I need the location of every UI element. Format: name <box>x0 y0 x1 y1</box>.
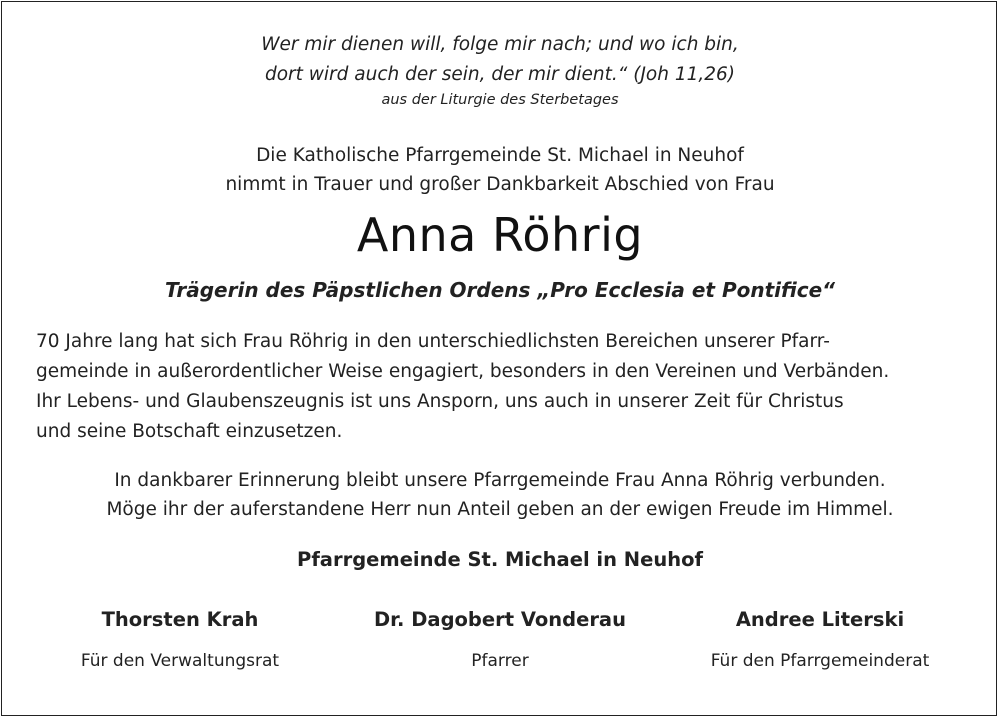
honor-title: Trägerin des Päpstlichen Ordens „Pro Ecclesia et Pontifice“ <box>164 278 836 302</box>
quote-line-2: dort wird auch der sein, der mir dient.“ (Joh 11,26) <box>264 64 736 85</box>
signatory-name: Dr. Dagobert Vonderau <box>374 608 626 631</box>
tribute-line-2: gemeinde in außerordentlicher Weise engagiert, besonders in den Vereinen und Verbänden. <box>36 361 890 382</box>
remembrance-line-1: In dankbarer Erinnerung bleibt unsere Pfarrgemeinde Frau Anna Röhrig verbunden. <box>114 470 886 491</box>
tribute-line-3: Ihr Lebens- und Glaubenszeugnis ist uns Ansporn, uns auch in unserer Zeit für Christus <box>36 391 844 412</box>
remembrance-text <box>0 466 1000 524</box>
quote-line-1: Wer mir dienen will, folge mir nach; und wo ich bin, <box>261 34 739 55</box>
intro-text <box>0 141 1000 199</box>
intro-line-1: Die Katholische Pfarrgemeinde St. Michael in Neuhof <box>256 145 744 166</box>
parish-signature: Pfarrgemeinde St. Michael in Neuhof <box>297 548 703 571</box>
tribute-line-1: 70 Jahre lang hat sich Frau Röhrig in den unterschiedlichsten Bereichen unserer Pfarr- <box>36 331 830 352</box>
signatory <box>660 608 980 671</box>
intro-line-2: nimmt in Trauer und großer Dankbarkeit Abschied von Frau <box>225 174 775 195</box>
signatory-role: Für den Verwaltungsrat <box>80 651 280 671</box>
signatory-name: Andree Literski <box>735 608 905 631</box>
signatory-role: Für den Pfarrgemeinderat <box>710 651 930 671</box>
signatory <box>20 608 340 671</box>
tribute-line-4: und seine Botschaft einzusetzen. <box>36 421 343 442</box>
tribute-paragraph <box>36 327 964 447</box>
quote-source: aus der Liturgie des Sterbetages <box>381 92 619 108</box>
signatory-name: Thorsten Krah <box>101 608 259 631</box>
signatory <box>340 608 660 671</box>
deceased-name: Anna Röhrig <box>356 208 644 262</box>
bible-quote <box>0 30 1000 90</box>
remembrance-line-2: Möge ihr der auferstandene Herr nun Anteil geben an der ewigen Freude im Himmel. <box>106 499 894 520</box>
signatory-role: Pfarrer <box>471 651 529 671</box>
